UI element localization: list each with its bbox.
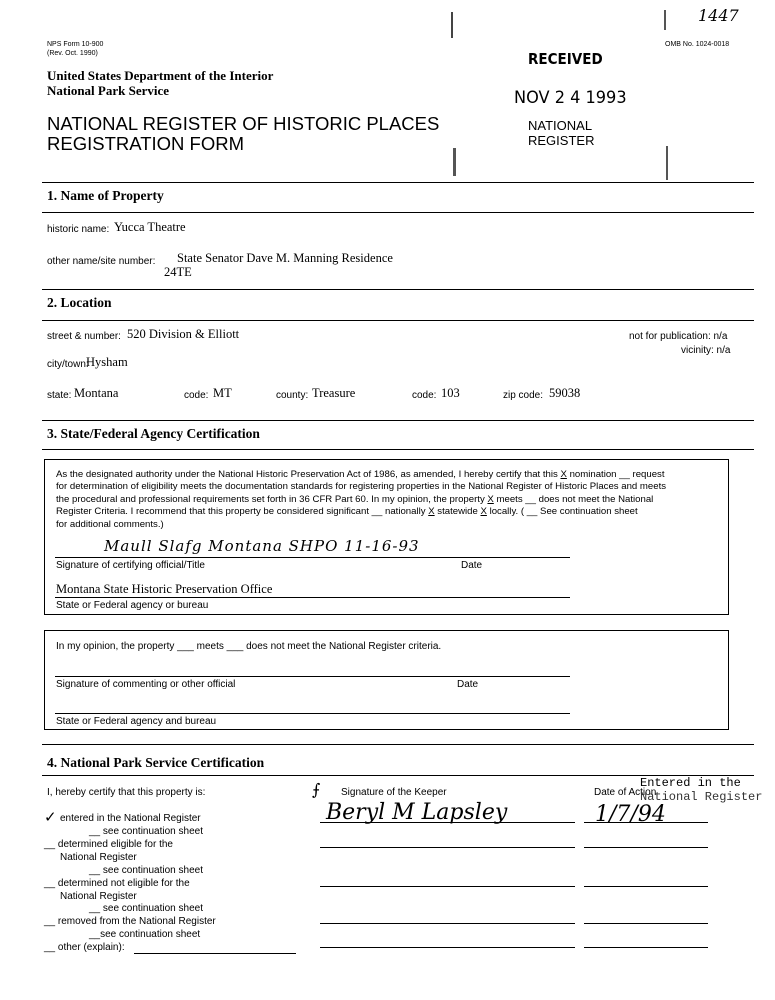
state-code-value: MT [213, 386, 232, 400]
option-other-explain: __ other (explain): [44, 942, 125, 953]
comment-agency-label: State or Federal agency and bureau [56, 716, 217, 727]
received-stamp-line1: NATIONAL [528, 118, 593, 133]
street-value: 520 Division & Elliott [127, 327, 240, 341]
agency-value: Montana State Historic Preservation Office [56, 582, 273, 596]
section4-heading: 4. National Park Service Certification [47, 755, 265, 770]
date-line [584, 886, 708, 887]
section-rule [42, 420, 754, 421]
section3-heading: 3. State/Federal Agency Certification [47, 426, 260, 441]
zip-label: zip code: [503, 390, 544, 401]
keeper-line [320, 822, 575, 823]
signature-line [55, 557, 570, 558]
explain-line [134, 953, 296, 954]
historic-name-label: historic name: [47, 224, 110, 235]
scan-mark [451, 12, 453, 38]
option-see-continuation: __ see continuation sheet [89, 903, 203, 914]
form-number: NPS Form 10-900 [47, 41, 104, 48]
keeper-line [320, 947, 575, 948]
state-value: Montana [74, 386, 119, 400]
received-stamp-line2: REGISTER [528, 133, 595, 148]
county-label: county: [276, 390, 309, 401]
action-date-value: 1/7/94 [595, 802, 666, 827]
section-rule [42, 449, 754, 450]
check-mark-icon: ✓ [44, 809, 57, 826]
section1-heading: 1. Name of Property [47, 188, 164, 203]
option-removed: __ removed from the National Register [44, 916, 216, 927]
certify-statement: I, hereby certify that this property is: [47, 787, 206, 798]
city-label: city/town: [47, 359, 89, 370]
omb-number: OMB No. 1024-0018 [665, 41, 730, 48]
date-line [584, 822, 708, 823]
other-name-label: other name/site number: [47, 256, 156, 267]
date-line [584, 947, 708, 948]
option-see-continuation: __see continuation sheet [89, 929, 201, 940]
scan-mark [453, 148, 456, 176]
street-label: street & number: [47, 331, 121, 342]
county-code-value: 103 [441, 386, 460, 400]
form-revision: (Rev. Oct. 1990) [47, 50, 98, 57]
keeper-signature-label: Signature of the Keeper [341, 787, 447, 798]
form-title-line1: NATIONAL REGISTER OF HISTORIC PLACES [47, 113, 440, 134]
form-title-line2: REGISTRATION FORM [47, 133, 244, 154]
date-line [584, 923, 708, 924]
not-for-publication: not for publication: n/a [629, 331, 728, 342]
vicinity: vicinity: n/a [681, 345, 731, 356]
option-not-eligible-cont: National Register [60, 891, 137, 902]
agency-label: State or Federal agency or bureau [56, 600, 209, 611]
keeper-line [320, 886, 575, 887]
keeper-line [320, 923, 575, 924]
other-name-value: State Senator Dave M. Manning Residence [177, 251, 393, 265]
certifying-signature-label: Signature of certifying official/Title [56, 560, 205, 571]
keeper-initial-mark: ⨍ [312, 780, 321, 799]
city-value: Hysham [86, 355, 128, 369]
certification-paragraph: As the designated authority under the National Historic Preservation Act of 1986, as amended, I hereby certify that this X nomination __ request for determination of eligibility meets the documentation standards for registering properties in the National Register of Historic Places and meets the procedural and professional requirements set forth in 36 CFR Part 60. In my opinion, the property X meets __ does not meet the National Register Criteria. I recommend that this property be considered significant __ nationally X statewide X locally. ( __ See continuation sheet for additional comments.) [56, 469, 667, 530]
scan-mark [664, 10, 666, 30]
entered-stamp-line2: National Register [640, 790, 763, 804]
comment-date-label: Date [457, 679, 479, 690]
county-code-label: code: [412, 390, 437, 401]
site-number-value: 24TE [164, 265, 192, 279]
county-value: Treasure [312, 386, 356, 400]
agency-line [55, 597, 570, 598]
date-of-action-label: Date of Action [594, 787, 657, 798]
keeper-line [320, 847, 575, 848]
section-rule [42, 289, 754, 290]
historic-name-value: Yucca Theatre [114, 220, 186, 234]
option-see-continuation: __ see continuation sheet [89, 865, 203, 876]
section-rule [42, 182, 754, 183]
section-rule [42, 320, 754, 321]
received-stamp-label: RECEIVED [528, 50, 603, 68]
option-determined-eligible: __ determined eligible for the [44, 839, 173, 850]
certifying-date-label: Date [461, 560, 483, 571]
department-name: United States Department of the Interior [47, 68, 274, 83]
option-determined-eligible-cont: National Register [60, 852, 137, 863]
agency-line [55, 713, 570, 714]
date-line [584, 847, 708, 848]
option-not-eligible: __ determined not eligible for the [44, 878, 190, 889]
comment-signature-label: Signature of commenting or other official [56, 679, 236, 690]
received-stamp-date: NOV 2 4 1993 [514, 88, 627, 108]
state-label: state: [47, 390, 72, 401]
scan-mark [666, 146, 668, 180]
entered-stamp-line1: Entered in the [640, 776, 741, 790]
service-name: National Park Service [47, 83, 170, 98]
certifying-signature: Maull Slafg Montana SHPO 11-16-93 [104, 537, 420, 555]
comment-opinion: In my opinion, the property ___ meets ___ does not meet the National Register criteria. [56, 641, 442, 652]
keeper-signature: Beryl M Lapsley [326, 800, 508, 825]
section-rule [42, 744, 754, 745]
zip-value: 59038 [549, 386, 581, 400]
state-code-label: code: [184, 390, 209, 401]
signature-line [55, 676, 570, 677]
option-see-continuation: __ see continuation sheet [89, 826, 203, 837]
section2-heading: 2. Location [47, 295, 112, 310]
section-rule [42, 212, 754, 213]
handwritten-page-number: 1447 [698, 6, 739, 25]
option-entered: entered in the National Register [60, 813, 201, 824]
